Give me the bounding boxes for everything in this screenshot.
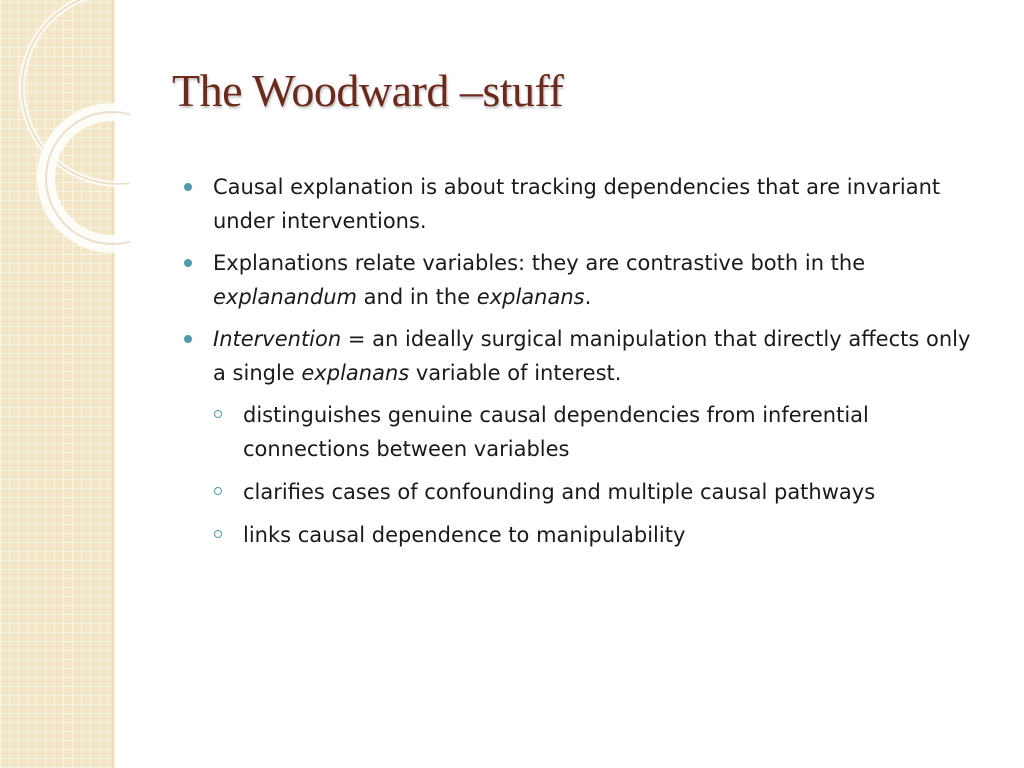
slide-title: The Woodward –stuff: [172, 65, 564, 116]
text-segment: .: [584, 285, 592, 309]
sub-bullet-item: [214, 475, 984, 509]
decorative-rings-icon: [0, 0, 130, 260]
bullet-list: [184, 170, 984, 561]
text-segment: variable of interest.: [409, 361, 622, 385]
text-segment: Explanations relate variables: they are contrastive both in the: [213, 251, 866, 275]
italic-term: explanans: [476, 285, 585, 309]
bullet-dot-icon: [184, 259, 192, 267]
sub-bullet-text: links causal dependence to manipulability: [243, 523, 686, 547]
sub-bullet-item: [214, 518, 984, 552]
italic-term: Intervention: [213, 327, 342, 351]
italic-term: explanandum: [213, 285, 357, 309]
italic-term: explanans: [301, 361, 410, 385]
sub-bullet-text: clarifies cases of confounding and multiple causal pathways: [243, 480, 876, 504]
bullet-dot-icon: [184, 335, 192, 343]
bullet-text: [184, 322, 984, 390]
sub-bullet-text: distinguishes genuine causal dependencies from inferential connections between variables: [243, 403, 869, 461]
text-segment: = an ideally surgical manipulation that directly affects only a single: [213, 327, 971, 385]
bullet-dot-icon: [184, 183, 192, 191]
hollow-bullet-icon: [214, 487, 222, 495]
hollow-bullet-icon: [214, 410, 222, 418]
text-segment: and in the: [356, 285, 477, 309]
bullet-item: [184, 322, 984, 390]
bullet-text: Causal explanation is about tracking dependencies that are invariant under interventions.: [213, 175, 941, 233]
bullet-item: [184, 170, 984, 238]
sub-bullet-item: [214, 398, 984, 466]
bullet-item: [184, 246, 984, 314]
bullet-text: [184, 246, 984, 314]
hollow-bullet-icon: [214, 530, 222, 538]
